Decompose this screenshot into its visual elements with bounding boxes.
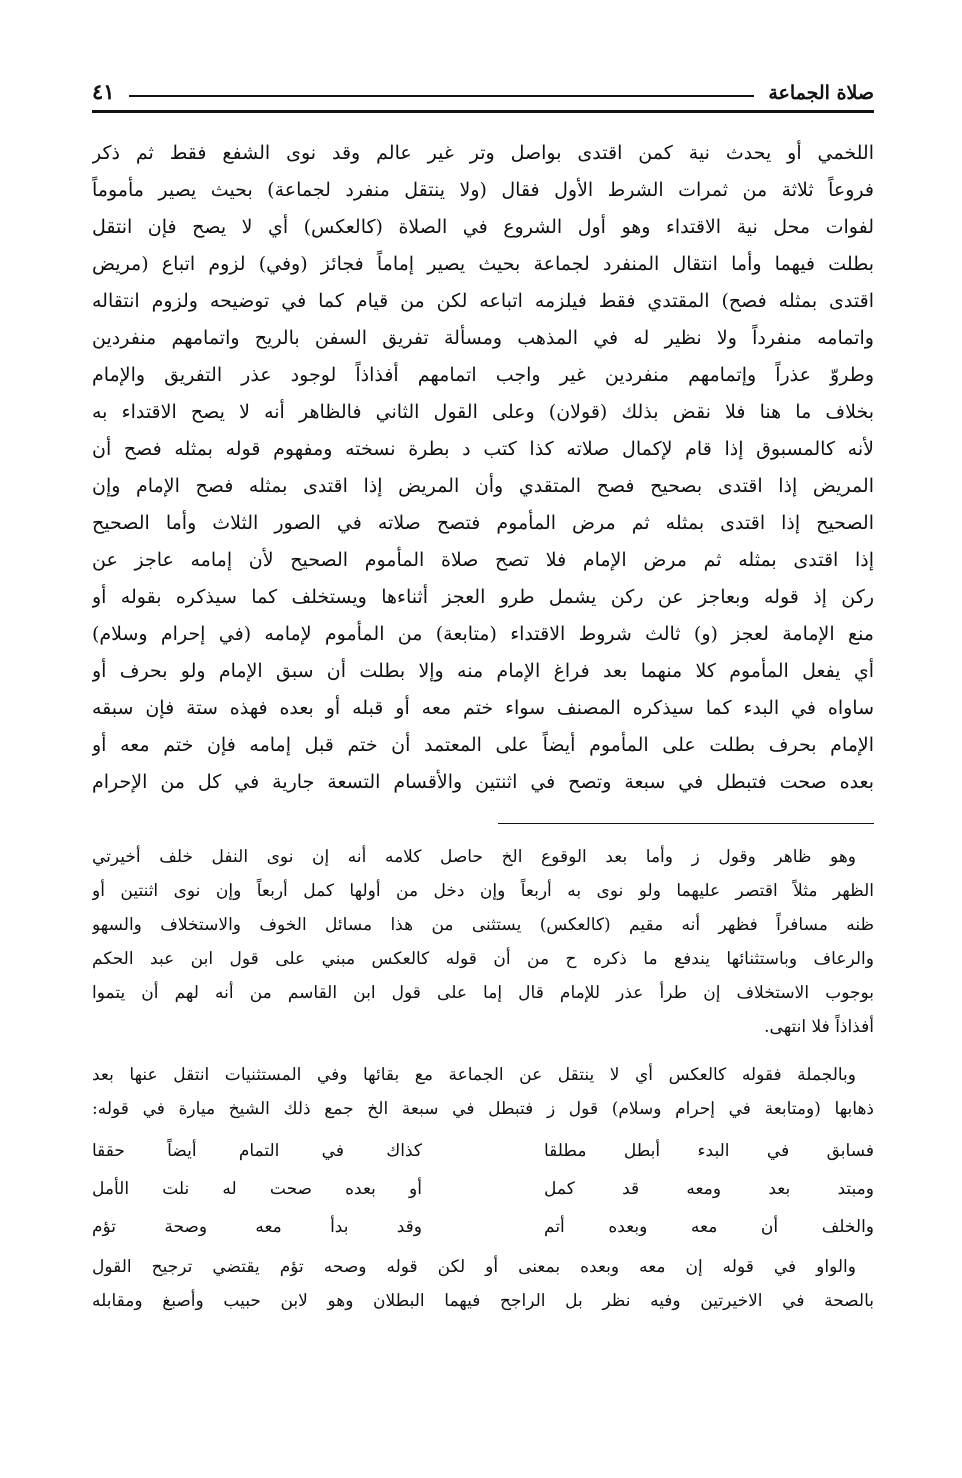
main-text bbox=[92, 135, 874, 801]
text-line: منع الإمامة لعجز (و) ثالث شروط الاقتداء (متابعة) من المأموم لإمامه (في إحرام وسلام) bbox=[92, 623, 874, 645]
text-line: ركن إذ قوله وبعاجز عن ركن يشمل طرو العجز أثناءها ويستخلف كما سيذكره بقوله أو bbox=[92, 586, 874, 608]
text-line: بعده صحت فتبطل في سبعة وتصح في اثنتين والأقسام التسعة جارية في كل من الإحرام bbox=[92, 771, 874, 793]
text-line: وطروّ عذراً وإتمامهم منفردين غير واجب اتمامهم أفذاذاً لوجود عذر التفريق والإمام bbox=[92, 364, 874, 386]
footnote-line: وهو ظاهر وقول ز وأما بعد الوقوع الخ حاصل كلامه أنه إن نوى النفل خلف أخيرتي bbox=[92, 847, 856, 867]
poem-verse bbox=[92, 1170, 874, 1208]
text-line: واتمامه منفرداً ولا نظير له في المذهب ومسألة تفريق السفن بالريح واتمامهم منفردين bbox=[92, 327, 874, 349]
text-line: لأنه كالمسبوق إذا قام لإكمال صلاته كذا كتب د بطرة نسخته ومفهوم قوله بمثله فصح أن bbox=[92, 438, 874, 460]
poem-verse bbox=[92, 1208, 874, 1246]
chapter-title: صلاة الجماعة bbox=[768, 82, 874, 104]
text-line: الصحيح إذا اقتدى بمثله ثم مرض المأموم فتصح صلاته في الصور الثلاث وأما الصحيح bbox=[92, 512, 874, 534]
text-line: الإمام بحرف بطلت على المأموم أيضاً على المعتمد أن ختم قبل إمامه فإن ختم معه أو bbox=[92, 734, 874, 756]
text-line: اقتدى بمثله فصح) المقتدي فقط فيلزمه اتباعه لكن من قيام كما في توضيحه ولزوم انتقاله bbox=[92, 290, 874, 312]
text-line: أي يفعل المأموم كلا منهما بعد فراغ الإمام منه وإلا بطلت أن سبق الإمام ولو بحرف أو bbox=[92, 660, 874, 682]
text-line: بطلت فيهما وأما انتقال المنفرد لجماعة بحيث يصير إماماً فجائز (وفي) لزوم اتباع (مريض bbox=[92, 253, 874, 275]
header-rule bbox=[92, 110, 874, 113]
footnote-line: الظهر مثلاً اقتصر عليهما ولو نوى به أربعاً وإن دخل من أولها كمل أربعاً وإن نوى اثنتين أو bbox=[92, 881, 874, 901]
verse-first-hemistich: فسابق في البدء أبطل مطلقا bbox=[544, 1141, 874, 1161]
verse-second-hemistich: وقد بدأ معه وصحة تؤم bbox=[92, 1217, 422, 1237]
footnote-line: بالصحة في الاخيرتين وفيه نظر بل الراجح فيهما البطلان وهو لابن حبيب وأصبغ ومقابله bbox=[92, 1291, 874, 1311]
text-line: إذا اقتدى بمثله ثم مرض الإمام فلا تصح صلاة المأموم الصحيح لأن إمامه عاجز عن bbox=[92, 549, 874, 571]
footnote-line: ذهابها (ومتابعة في إحرام وسلام) قول ز فتبطل في سبعة الخ جمع ذلك الشيخ ميارة في قوله: bbox=[92, 1099, 874, 1119]
text-line: المريض إذا اقتدى بصحيح فصح المتقدي وأن المريض إذا اقتدى بمثله فصح الإمام وإن bbox=[92, 475, 874, 497]
verse-first-hemistich: والخلف أن معه وبعده أتم bbox=[544, 1217, 874, 1237]
text-line: بخلاف ما هنا فلا نقض بذلك (قولان) وعلى القول الثاني فالظاهر أنه لا يصح الاقتداء به bbox=[92, 401, 874, 423]
book-page bbox=[92, 70, 874, 1318]
footnote-line: أفذاذاً فلا انتهى. bbox=[764, 1017, 874, 1037]
text-line: اللخمي أو يحدث نية كمن اقتدى بواصل وتر غير عالم وقد نوى الشفع فقط ثم ذكر bbox=[92, 142, 874, 164]
poem bbox=[92, 1132, 874, 1246]
footnote-line: وبالجملة فقوله كالعكس أي لا ينتقل عن الجماعة مع بقائها وفي المستثنيات انتقل عنها بعد bbox=[92, 1065, 856, 1085]
verse-second-hemistich: كذاك في التمام أيضاً حققا bbox=[92, 1141, 422, 1161]
text-line: لفوات محل نية الاقتداء وهو أول الشروع في الصلاة (كالعكس) أي لا يصح فإن انتقل bbox=[92, 216, 874, 238]
text-line: ساواه في البدء كما سيذكره المصنف سواء ختم معه أو قبله أو بعده فهذه ستة فإن سبقه bbox=[92, 697, 874, 719]
footnotes bbox=[92, 840, 874, 1318]
footnote-line: بوجوب الاستخلاف إن طرأ عذر للإمام قال إما على قول ابن القاسم من أنه لهم أن يتموا bbox=[92, 983, 874, 1003]
header-divider bbox=[129, 95, 755, 97]
poem-verse bbox=[92, 1132, 874, 1170]
text-line: فروعاً ثلاثة من ثمرات الشرط الأول فقال (ولا ينتقل منفرد لجماعة) بحيث يصير مأموماً bbox=[92, 179, 874, 201]
footnote-line: ظنه مسافراً فظهر أنه مقيم (كالعكس) يستثنى من هذا مسائل الخوف والاستخلاف والسهو bbox=[92, 915, 874, 935]
verse-second-hemistich: أو بعده صحت له نلت الأمل bbox=[92, 1179, 422, 1199]
verse-first-hemistich: ومبتد بعد ومعه قد كمل bbox=[544, 1179, 874, 1199]
footnote-line: والواو في قوله إن معه وبعده بمعنى أو لكن قوله وصحه تؤم يقتضي ترجيح القول bbox=[92, 1257, 856, 1277]
running-header bbox=[92, 70, 874, 104]
page-number: ٤١ bbox=[92, 79, 115, 104]
footnote-line: والرعاف وباستثنائها يندفع ما ذكره ح من أن قوله كالعكس مبني على قول ابن عبد الحكم bbox=[92, 949, 874, 969]
footnote-separator bbox=[498, 823, 874, 824]
